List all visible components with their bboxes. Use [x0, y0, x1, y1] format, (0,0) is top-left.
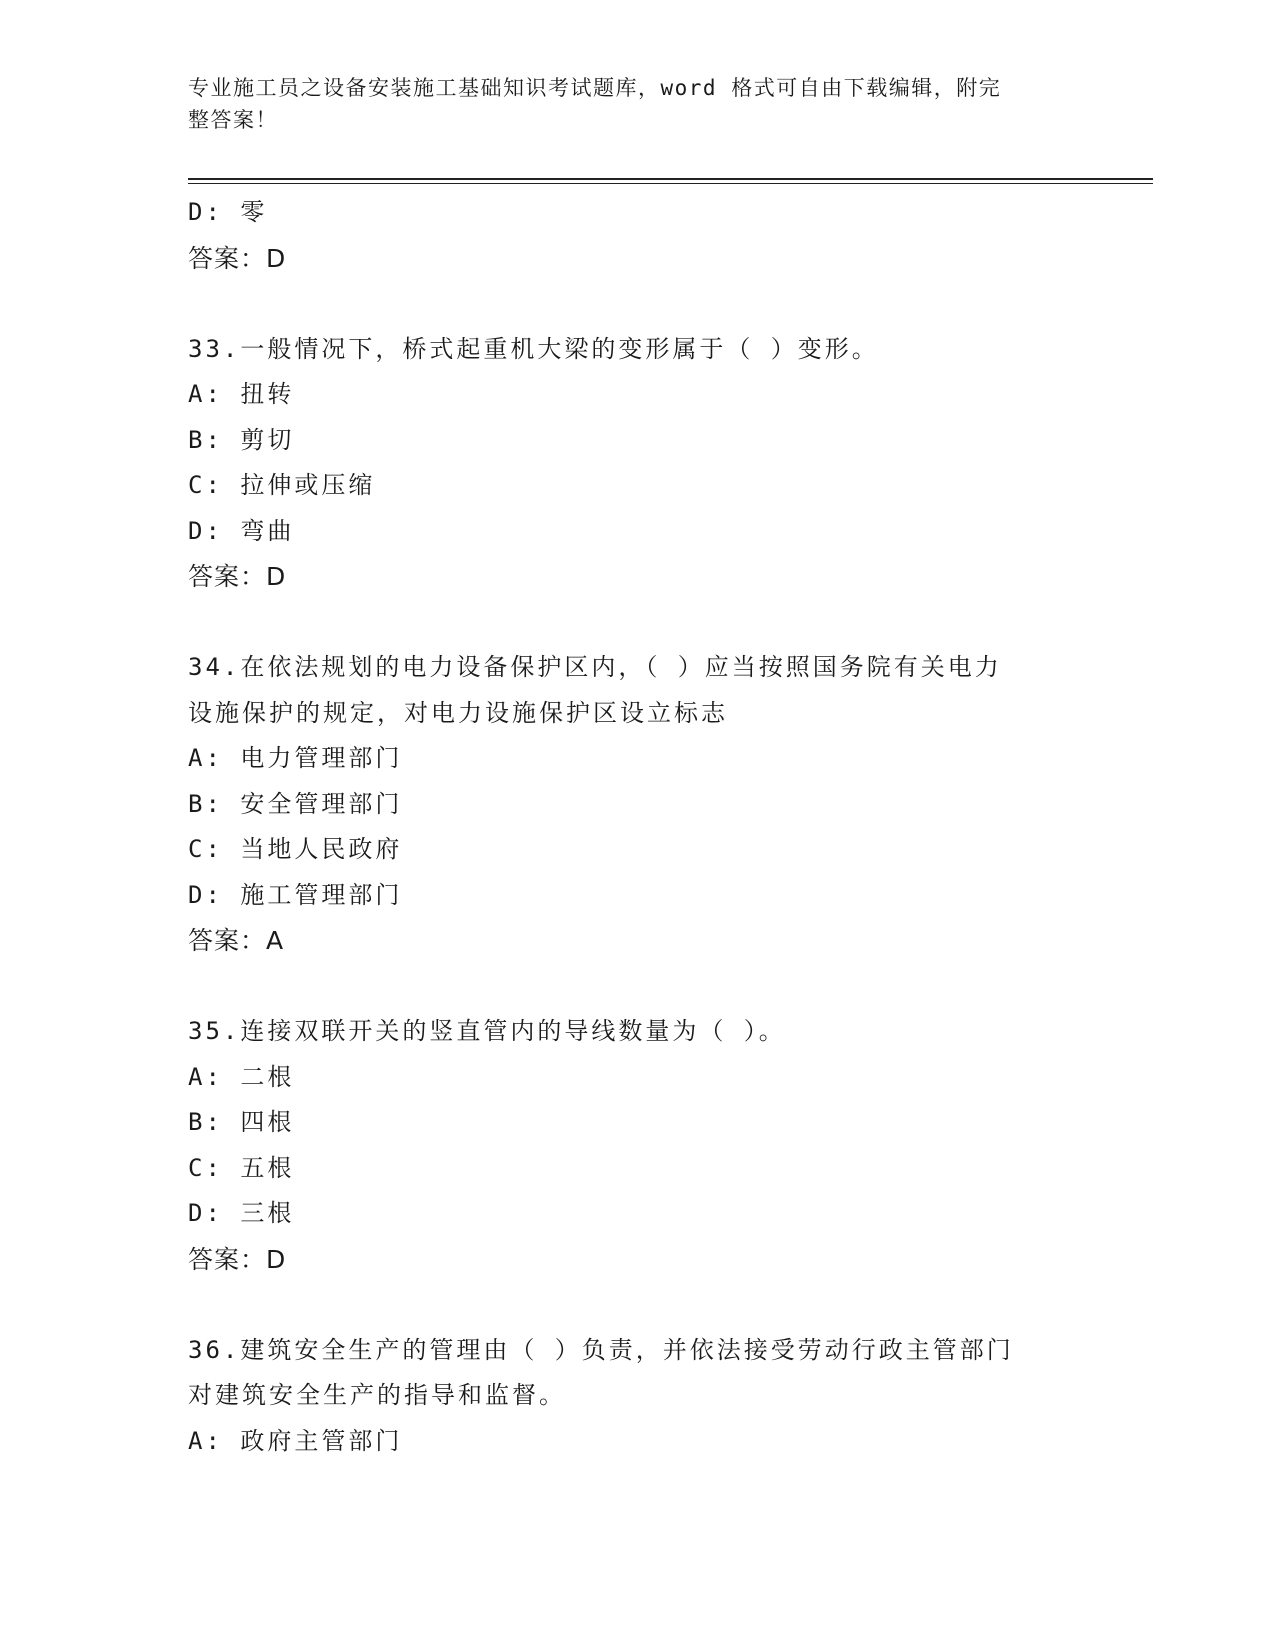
question-stem: 35.连接双联开关的竖直管内的导线数量为（ ）。: [188, 1017, 786, 1045]
question-stem: 36.建筑安全生产的管理由（ ）负责，并依法接受劳动行政主管部门: [188, 1335, 1014, 1364]
question-34: [188, 645, 1068, 964]
question-list: [188, 190, 1068, 1464]
question-stem: 34.在依法规划的电力设备保护区内，（ ）应当按照国务院有关电力: [188, 653, 1002, 681]
option-d: D: 施工管理部门: [188, 880, 403, 909]
option-d: D: 弯曲: [188, 516, 295, 545]
answer-line: 答案：A: [188, 926, 285, 955]
question-35: [188, 1009, 1068, 1282]
header-line-2: 整答案！: [188, 108, 278, 132]
question-stem-cont: 设施保护的规定，对电力设施保护区设立标志: [188, 698, 728, 727]
question-stem: 33.一般情况下，桥式起重机大梁的变形属于（ ）变形。: [188, 334, 879, 363]
answer-line: 答案：D: [188, 562, 287, 591]
answer-line: 答案：D: [188, 243, 287, 273]
option-b: B: 安全管理部门: [188, 789, 403, 818]
option-c: C: 五根: [188, 1153, 295, 1182]
question-36: [188, 1328, 1068, 1465]
header-divider-thin: [188, 183, 1153, 184]
option-b: B: 剪切: [188, 425, 295, 454]
option-b: B: 四根: [188, 1108, 295, 1136]
question-33: [188, 327, 1068, 600]
page-header: [188, 72, 1088, 136]
option-a: A: 电力管理部门: [188, 744, 403, 772]
option-d: D: 零: [188, 198, 268, 226]
header-line-1: 专业施工员之设备安装施工基础知识考试题库，word 格式可自由下载编辑，附完: [188, 76, 1002, 100]
question-stem-cont: 对建筑安全生产的指导和监督。: [188, 1381, 566, 1409]
option-a: A: 扭转: [188, 380, 295, 408]
option-a: A: 二根: [188, 1062, 295, 1091]
header-divider-thick: [188, 178, 1153, 180]
option-d: D: 三根: [188, 1199, 295, 1227]
option-a: A: 政府主管部门: [188, 1426, 403, 1455]
option-c: C: 拉伸或压缩: [188, 471, 376, 499]
option-c: C: 当地人民政府: [188, 835, 403, 863]
answer-line: 答案：D: [188, 1244, 287, 1274]
